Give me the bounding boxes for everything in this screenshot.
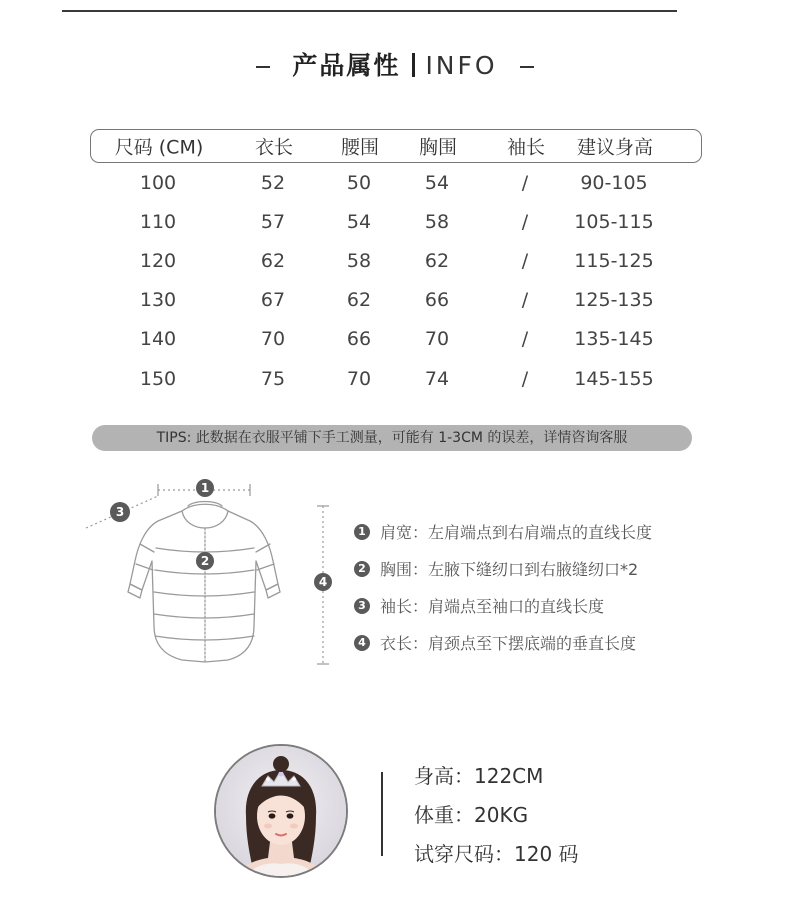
top-rule [62,10,677,12]
table-cell: / [521,249,529,272]
table-cell: 135-145 [574,328,654,351]
table-row [90,320,702,359]
table-cell: 110 [139,210,177,233]
table-cell: 58 [346,249,372,272]
table-cell: 57 [260,210,286,233]
table-cell: / [521,171,529,194]
table-cell: 120 [139,249,177,272]
model-portrait-image [216,746,346,876]
table-cell: 58 [424,210,450,233]
col-length: 衣长 [254,136,294,159]
table-cell: 70 [260,328,286,351]
number-icon: 2 [354,561,370,577]
marker-2 [196,552,214,570]
table-cell: 105-115 [574,210,654,233]
model-info [414,757,579,874]
number-icon: 1 [354,524,370,540]
table-cell: 115-125 [574,249,654,272]
table-row [90,202,702,241]
jacket-illustration [78,466,348,671]
title-dash-left [256,66,270,68]
table-row [90,281,702,320]
table-cell: 62 [424,249,450,272]
col-height: 建议身高 [576,136,654,159]
table-row [90,241,702,280]
number-icon: 4 [354,635,370,651]
measure-text: 肩宽：左肩端点到右肩端点的直线长度 [380,523,653,542]
title-separator [412,53,415,77]
table-cell: 130 [139,289,177,312]
svg-text:3: 3 [115,505,125,519]
svg-text:1: 1 [200,481,210,495]
marker-4 [314,573,332,591]
model-size: 试穿尺码：120 码 [414,842,579,866]
table-cell: 125-135 [574,289,654,312]
title-dash-right [520,66,534,68]
table-row [90,359,702,398]
col-size: 尺码 (CM) [114,136,204,159]
svg-text:4: 4 [318,575,328,589]
measure-item-length [354,624,652,661]
measure-item-chest [354,550,652,587]
marker-1 [196,479,214,497]
col-sleeve: 袖长 [506,136,546,159]
table-cell: 74 [424,367,450,390]
measurement-list [354,513,652,661]
table-cell: 140 [139,328,177,351]
measure-text: 胸围：左腋下缝纫口到右腋缝纫口*2 [380,560,639,579]
number-icon: 3 [354,598,370,614]
table-cell: 145-155 [574,367,654,390]
table-cell: 75 [260,367,286,390]
table-cell: 52 [260,171,286,194]
col-waist: 腰围 [340,136,380,159]
model-info-divider [381,772,383,856]
table-cell: 66 [346,328,372,351]
table-cell: / [521,367,529,390]
table-cell: 54 [424,171,450,194]
measure-item-shoulder [354,513,652,550]
col-chest: 胸围 [418,136,458,159]
measure-text: 袖长：肩端点至袖口的直线长度 [380,597,605,616]
table-cell: 70 [424,328,450,351]
table-cell: 62 [346,289,372,312]
table-cell: 67 [260,289,286,312]
table-cell: 54 [346,210,372,233]
model-height: 身高：122CM [414,764,544,788]
measurement-diagram [78,466,348,671]
table-cell: 150 [139,367,177,390]
measure-item-sleeve [354,587,652,624]
table-cell: / [521,289,529,312]
measure-text: 衣长：肩颈点至下摆底端的垂直长度 [380,634,637,653]
marker-3 [110,502,130,522]
table-row [90,163,702,202]
svg-text:2: 2 [200,554,210,568]
table-header [90,129,702,163]
table-cell: 90-105 [580,171,648,194]
title-cn: 产品属性 [292,51,401,80]
section-title [0,46,790,82]
table-body [90,163,702,398]
title-en: INFO [425,51,498,80]
table-cell: 62 [260,249,286,272]
table-cell: 100 [139,171,177,194]
model-photo [214,744,348,878]
table-cell: / [521,210,529,233]
tips-banner: TIPS: 此数据在衣服平铺下手工测量，可能有 1-3CM 的误差，详情咨询客服 [92,425,692,451]
table-cell: / [521,328,529,351]
table-cell: 50 [346,171,372,194]
size-table [90,129,702,398]
table-cell: 70 [346,367,372,390]
table-cell: 66 [424,289,450,312]
model-weight: 体重：20KG [414,803,529,827]
